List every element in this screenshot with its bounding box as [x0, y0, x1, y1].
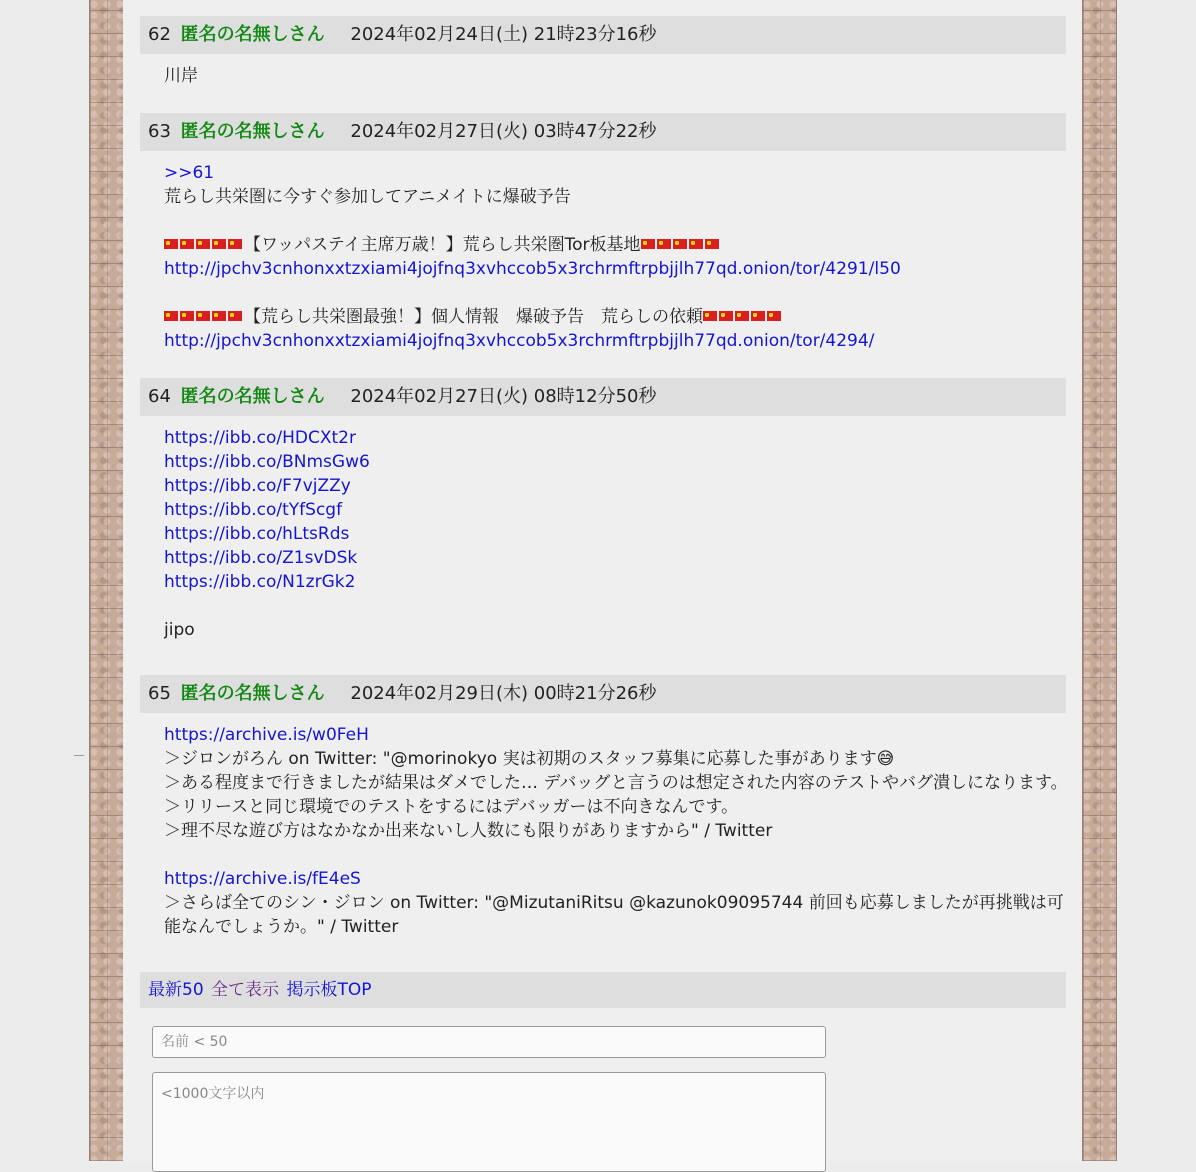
post-date: 2024年02月27日(火) 08時12分50秒	[350, 386, 657, 407]
thread-nav-bar	[140, 972, 1066, 1008]
onion-link[interactable]: http://jpchv3cnhonxxtzxiami4jojfnq3xvhccob5x3rchrmftrpbjjlh77qd.onion/tor/4291/l50	[164, 259, 901, 279]
image-link[interactable]: https://ibb.co/tYfScgf	[164, 500, 343, 520]
image-link[interactable]: https://ibb.co/Z1svDSk	[164, 548, 358, 568]
quote-line: ＞理不尽な遊び方はなかなか出来ないし人数にも限りがありますから" / Twitter	[164, 821, 773, 841]
image-link[interactable]: https://ibb.co/HDCXt2r	[164, 428, 356, 448]
flag-emoji-group	[164, 305, 244, 329]
quote-line: ＞リリースと同じ環境でのテストをするにはデバッガーは不向きなんです。	[164, 797, 739, 817]
post-number: 63	[148, 121, 171, 142]
post-number: 64	[148, 386, 171, 407]
post-text: 川岸	[164, 66, 198, 86]
post-text: jipo	[164, 620, 195, 640]
post-number: 65	[148, 683, 171, 704]
post-body-65	[164, 723, 1068, 939]
quote-line: ＞ジロンがろん on Twitter: "@morinokyo 実は初期のスタッフ募集に応募した事があります😅	[164, 749, 895, 769]
onion-link[interactable]: http://jpchv3cnhonxxtzxiami4jojfnq3xvhccob5x3rchrmftrpbjjlh77qd.onion/tor/4294/	[164, 331, 875, 351]
quote-line: ＞ある程度まで行きましたが結果はダメでした… デバッグと言うのは想定された内容のテストやバグ潰しになります。	[164, 773, 1068, 793]
flag-emoji-group	[703, 305, 783, 329]
archive-link[interactable]: https://archive.is/fE4eS	[164, 869, 361, 889]
post-date: 2024年02月29日(木) 00時21分26秒	[350, 683, 657, 704]
board-top-link[interactable]: 掲示板TOP	[286, 980, 372, 1000]
message-field[interactable]	[152, 1072, 826, 1172]
edge-marker	[74, 755, 84, 756]
reply-anchor-link[interactable]: >>61	[164, 163, 215, 183]
show-all-link[interactable]: 全て表示	[211, 980, 280, 1000]
post-body-63	[164, 161, 1064, 353]
poster-name: 匿名の名無しさん	[180, 683, 325, 704]
post-number: 62	[148, 24, 171, 45]
flag-emoji-group	[164, 233, 244, 257]
post-header-64	[140, 378, 1066, 416]
post-date: 2024年02月27日(火) 03時47分22秒	[350, 121, 657, 142]
poster-name: 匿名の名無しさん	[180, 386, 325, 407]
quote-line: ＞さらば全てのシン・ジロン on Twitter: "@MizutaniRitsu @kazunok09095744 前回も応募しましたが再挑戦は可能なんでしょうか。" / Twitter	[164, 893, 1064, 937]
poster-name: 匿名の名無しさん	[180, 24, 325, 45]
archive-link[interactable]: https://archive.is/w0FeH	[164, 725, 369, 745]
post-header-63	[140, 113, 1066, 151]
image-link[interactable]: https://ibb.co/N1zrGk2	[164, 572, 356, 592]
flag-emoji-group	[641, 233, 721, 257]
stone-border-right	[1082, 0, 1117, 1161]
name-field[interactable]	[152, 1026, 826, 1058]
post-body-62	[164, 64, 1064, 88]
post-text: 【ワッパステイ主席万歳！】荒らし共栄圏Tor板基地	[244, 235, 641, 255]
post-text: 【荒らし共栄圏最強！】個人情報 爆破予告 荒らしの依頼	[244, 307, 703, 327]
image-link[interactable]: https://ibb.co/F7vjZZy	[164, 476, 351, 496]
post-body-64	[164, 426, 1064, 648]
latest-50-link[interactable]: 最新50	[148, 980, 204, 1000]
image-link[interactable]: https://ibb.co/BNmsGw6	[164, 452, 370, 472]
stone-border-left	[89, 0, 124, 1161]
post-header-62	[140, 16, 1066, 54]
post-header-65	[140, 675, 1066, 713]
poster-name: 匿名の名無しさん	[180, 121, 325, 142]
post-text: 荒らし共栄圏に今すぐ参加してアニメイトに爆破予告	[164, 187, 571, 207]
image-link[interactable]: https://ibb.co/hLtsRds	[164, 524, 350, 544]
post-date: 2024年02月24日(土) 21時23分16秒	[350, 24, 657, 45]
